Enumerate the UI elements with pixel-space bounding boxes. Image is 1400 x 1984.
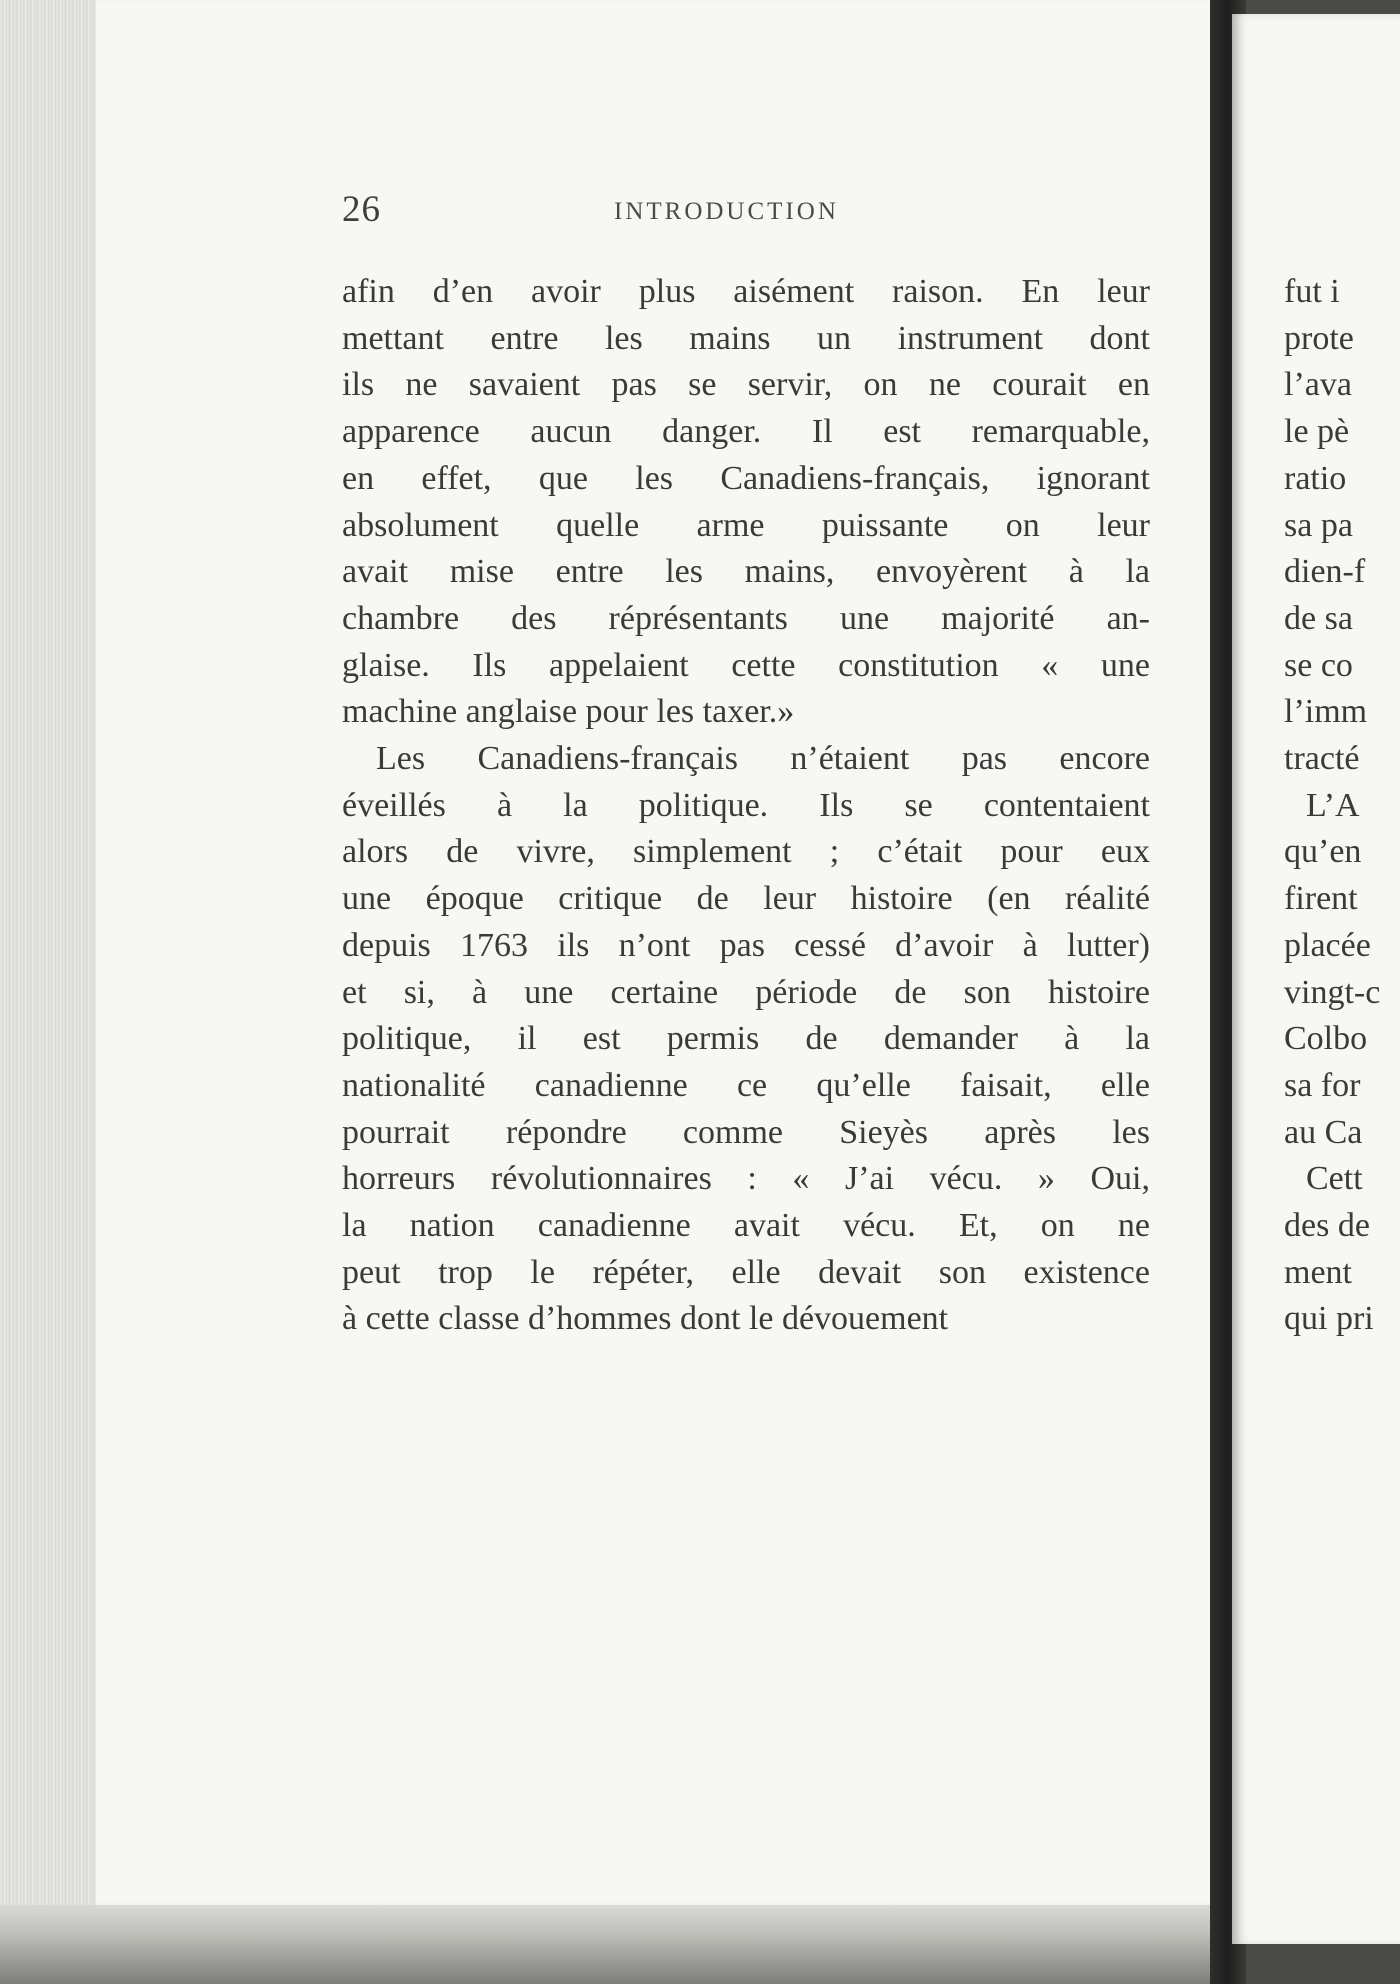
running-head: INTRODUCTION (614, 198, 839, 225)
text-line: machine anglaise pour les taxer.» (342, 693, 795, 730)
text-line: vingt-c (1284, 974, 1381, 1011)
text-line: tracté (1284, 740, 1360, 777)
text-line: l’ava (1284, 366, 1352, 403)
text-line: depuis 1763 ils n’ont pas cessé d’avoir à lutter) (342, 927, 1150, 964)
text-line: au Ca (1284, 1114, 1363, 1151)
text-line: fut i (1284, 273, 1340, 310)
text-line: avait mise entre les mains, envoyèrent à la (342, 553, 1150, 590)
text-line: en effet, que les Canadiens-français, ignorant (342, 460, 1150, 497)
page-edges-left (0, 0, 96, 1984)
text-line: une époque critique de leur histoire (en réalité (342, 880, 1150, 917)
text-line: de sa (1284, 600, 1353, 637)
text-line: l’imm (1284, 693, 1368, 730)
text-line: peut trop le répéter, elle devait son existence (342, 1254, 1150, 1291)
text-line: pourrait répondre comme Sieyès après les (342, 1114, 1150, 1151)
text-line: se co (1284, 647, 1353, 684)
text-line: des de (1284, 1207, 1370, 1244)
text-line: Cett (1306, 1160, 1363, 1197)
text-line: la nation canadienne avait vécu. Et, on ne (342, 1207, 1150, 1244)
page-edges-bottom (0, 1905, 1230, 1984)
text-line: afin d’en avoir plus aisément raison. En leur (342, 273, 1150, 310)
text-line: prote (1284, 320, 1354, 357)
text-line: à cette classe d’hommes dont le dévouement (342, 1300, 949, 1337)
text-line: ratio (1284, 460, 1347, 497)
text-line: chambre des réprésentants une majorité an- (342, 600, 1150, 637)
text-line: qui pri (1284, 1300, 1374, 1337)
text-line: L’A (1306, 787, 1360, 824)
text-line: mettant entre les mains un instrument dont (342, 320, 1150, 357)
text-line: horreurs révolutionnaires : « J’ai vécu. » Oui, (342, 1160, 1150, 1197)
text-line: le pè (1284, 413, 1350, 450)
text-line: absolument quelle arme puissante on leur (342, 507, 1150, 544)
text-line: placée (1284, 927, 1371, 964)
page-header (0, 188, 1232, 238)
text-line: apparence aucun danger. Il est remarquable, (342, 413, 1150, 450)
text-line: et si, à une certaine période de son histoire (342, 974, 1150, 1011)
right-page (1232, 14, 1400, 1944)
page-number: 26 (342, 189, 381, 230)
text-line: nationalité canadienne ce qu’elle faisait, elle (342, 1067, 1150, 1104)
text-line: sa for (1284, 1067, 1361, 1104)
text-line: éveillés à la politique. Ils se contentaient (342, 787, 1150, 824)
text-line: dien-f (1284, 553, 1366, 590)
text-line: firent (1284, 880, 1358, 917)
text-line: ment (1284, 1254, 1352, 1291)
text-line: Colbo (1284, 1020, 1368, 1057)
text-line: politique, il est permis de demander à la (342, 1020, 1150, 1057)
text-line: glaise. Ils appelaient cette constitution « une (342, 647, 1150, 684)
text-line: ils ne savaient pas se servir, on ne courait en (342, 366, 1150, 403)
text-line: Les Canadiens-français n’étaient pas encore (376, 740, 1150, 777)
text-line: qu’en (1284, 833, 1362, 870)
text-line: alors de vivre, simplement ; c’était pour eux (342, 833, 1150, 870)
text-line: sa pa (1284, 507, 1353, 544)
